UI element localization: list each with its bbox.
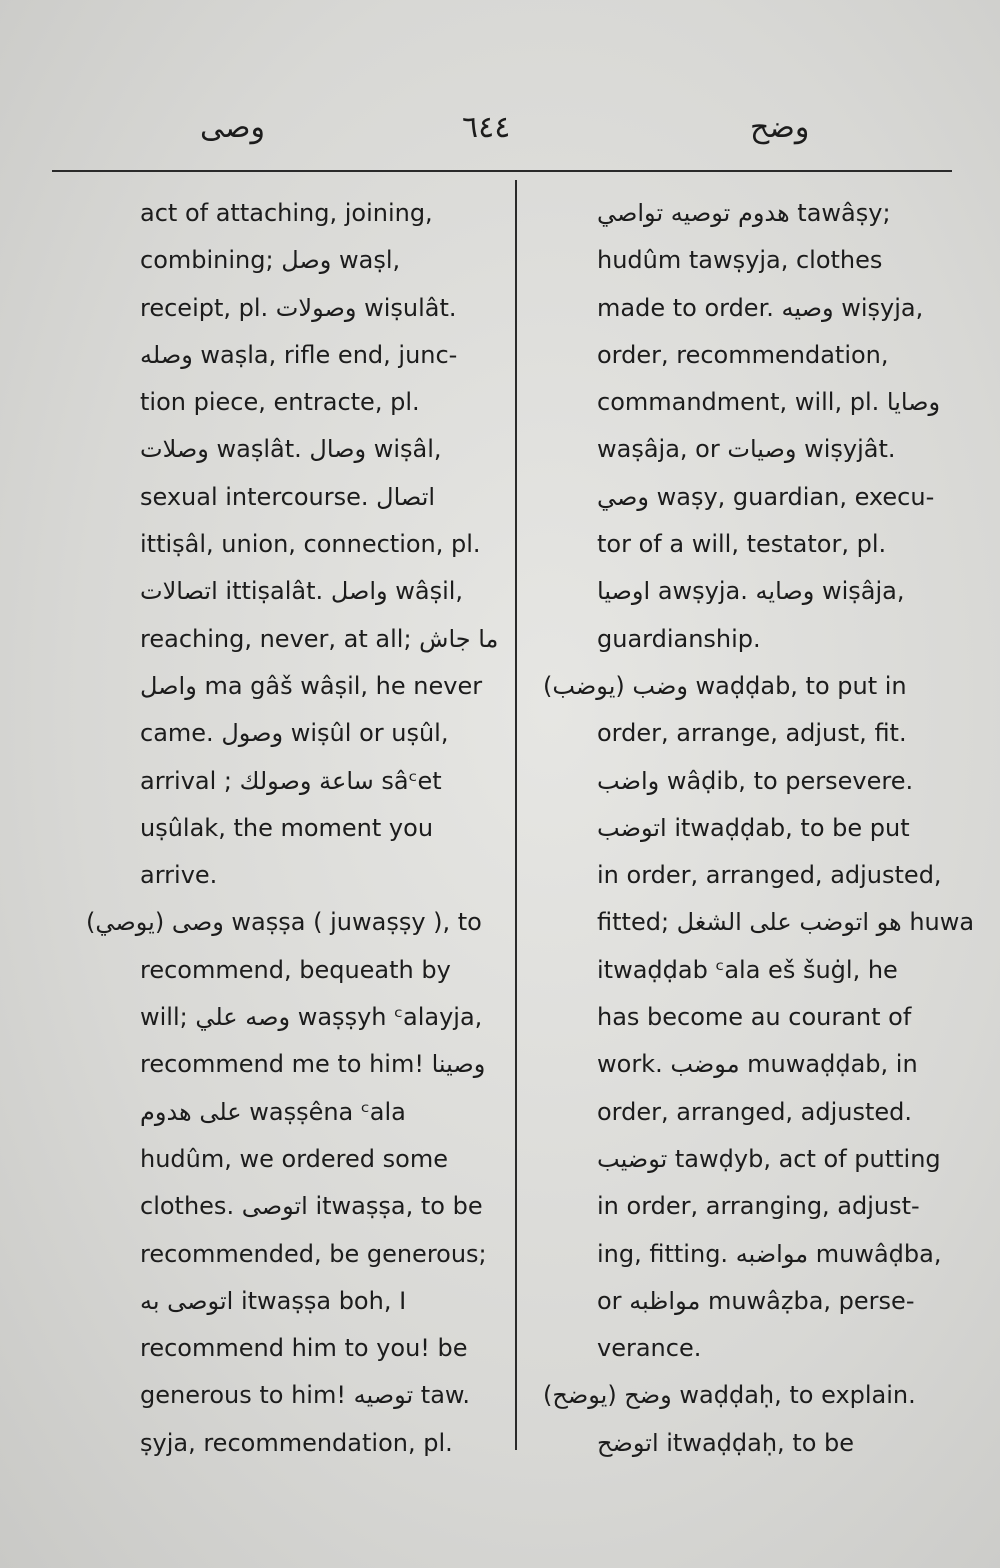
left-column-line: recommend, bequeath by bbox=[140, 955, 451, 984]
right-column-line: وصي waṣy, guardian, execu- bbox=[597, 482, 935, 511]
right-column-line: fitted; هو اتوضب على الشغل huwa bbox=[597, 908, 975, 937]
right-column-line: work. موضب muwaḍḍab, in bbox=[597, 1050, 918, 1079]
left-column-line: generous to him! توصيه taw. bbox=[140, 1381, 470, 1410]
left-column-line: will; وصه علي waṣṣyh ᶜalayja, bbox=[140, 1003, 483, 1032]
right-column-line: made to order. وصيه wiṣyja, bbox=[597, 293, 924, 322]
left-column-line: came. وصول wiṣûl or uṣûl, bbox=[140, 719, 449, 748]
right-column-line: or مواظبه muwâẓba, perse- bbox=[597, 1286, 915, 1315]
left-column bbox=[86, 190, 499, 1467]
left-column-line: combining; وصل waṣl, bbox=[140, 246, 401, 275]
left-column-line: hudûm, we ordered some bbox=[140, 1144, 448, 1173]
left-column-line: recommend me to him! وصينا bbox=[140, 1050, 486, 1079]
right-column-line: order, arrange, adjust, fit. bbox=[597, 719, 907, 748]
right-column-line: itwaḍḍab ᶜala eš šuġl, he bbox=[597, 955, 898, 984]
page-header bbox=[0, 110, 1000, 150]
left-column-line: ittiṣâl, union, connection, pl. bbox=[140, 530, 481, 559]
right-column-line: order, recommendation, bbox=[597, 340, 889, 369]
right-column-line: verance. bbox=[597, 1334, 702, 1363]
left-column-line: arrive. bbox=[140, 861, 218, 890]
left-column-line: علی هدوم waṣṣêna ᶜala bbox=[140, 1097, 406, 1126]
right-column-line: اتوضب itwaḍḍab, to be put bbox=[597, 813, 910, 842]
left-column-line: وصى (يوصي) waṣṣa ( juwaṣṣy ), to bbox=[86, 908, 482, 937]
right-column bbox=[543, 190, 975, 1467]
right-column-line: hudûm tawṣyja, clothes bbox=[597, 246, 883, 275]
right-column-line: tor of a will, testator, pl. bbox=[597, 530, 887, 559]
left-column-line: اتوصى به itwaṣṣa boh, I bbox=[140, 1286, 407, 1315]
right-column-line: guardianship. bbox=[597, 624, 761, 653]
left-column-line: tion piece, entracte, pl. bbox=[140, 388, 420, 417]
right-column-line: وضب (يوضب) waḍḍab, to put in bbox=[543, 671, 907, 700]
left-column-line: واصل ma gâš wâṣil, he never bbox=[140, 671, 483, 700]
left-column-line: act of attaching, joining, bbox=[140, 199, 433, 227]
right-column-line: اوصيا awṣyja. وصايه wiṣâja, bbox=[597, 577, 905, 606]
column-divider bbox=[515, 180, 517, 1450]
right-column-line: order, arranged, adjusted. bbox=[597, 1097, 913, 1126]
left-column-line: sexual intercourse. اتصال bbox=[140, 482, 436, 511]
header-rule bbox=[52, 170, 952, 172]
right-column-line: in order, arranging, adjust- bbox=[597, 1192, 920, 1221]
right-column-line: commandment, will, pl. وصايا bbox=[597, 388, 941, 417]
left-column-line: recommended, be generous; bbox=[140, 1239, 487, 1268]
left-column-line: ṣyja, recommendation, pl. bbox=[140, 1428, 453, 1457]
left-column-line: reaching, never, at all; ما جاش bbox=[140, 624, 499, 653]
page-number: ٦٤٤ bbox=[462, 110, 511, 145]
right-column-line: in order, arranged, adjusted, bbox=[597, 861, 942, 890]
left-column-line: clothes. اتوصى itwaṣṣa, to be bbox=[140, 1192, 483, 1221]
right-column-line: اتوضح itwaḍḍaḥ, to be bbox=[597, 1428, 855, 1457]
header-left-headword: وصى bbox=[200, 110, 265, 145]
header-right-headword: وضح bbox=[750, 110, 810, 145]
left-column-line: وصله waṣla, rifle end, junc- bbox=[140, 340, 458, 369]
right-column-line: توضيب tawḍyb, act of putting bbox=[597, 1144, 941, 1173]
right-column-line: واضب wâḍib, to persevere. bbox=[597, 766, 914, 795]
left-column-line: اتصالات ittiṣalât. واصل wâṣil, bbox=[140, 577, 464, 606]
right-column-line: has become au courant of bbox=[597, 1003, 912, 1032]
left-column-line: arrival ; ساعة وصولك sâᶜet bbox=[140, 766, 442, 795]
right-column-line: وضح (يوضح) waḍḍaḥ, to explain. bbox=[543, 1381, 916, 1410]
left-column-line: uṣûlak, the moment you bbox=[140, 813, 434, 842]
left-column-line: receipt, pl. وصولات wiṣulât. bbox=[140, 293, 457, 322]
left-column-line: وصلات waṣlât. وصال wiṣâl, bbox=[140, 435, 442, 464]
left-column-line: recommend him to you! be bbox=[140, 1334, 468, 1363]
right-column-line: هدوم توصيه تواصي tawâṣy; bbox=[597, 199, 891, 227]
right-column-line: waṣâja, or وصيات wiṣyjât. bbox=[597, 435, 896, 464]
right-column-line: ing, fitting. مواضبه muwâḍba, bbox=[597, 1239, 942, 1268]
